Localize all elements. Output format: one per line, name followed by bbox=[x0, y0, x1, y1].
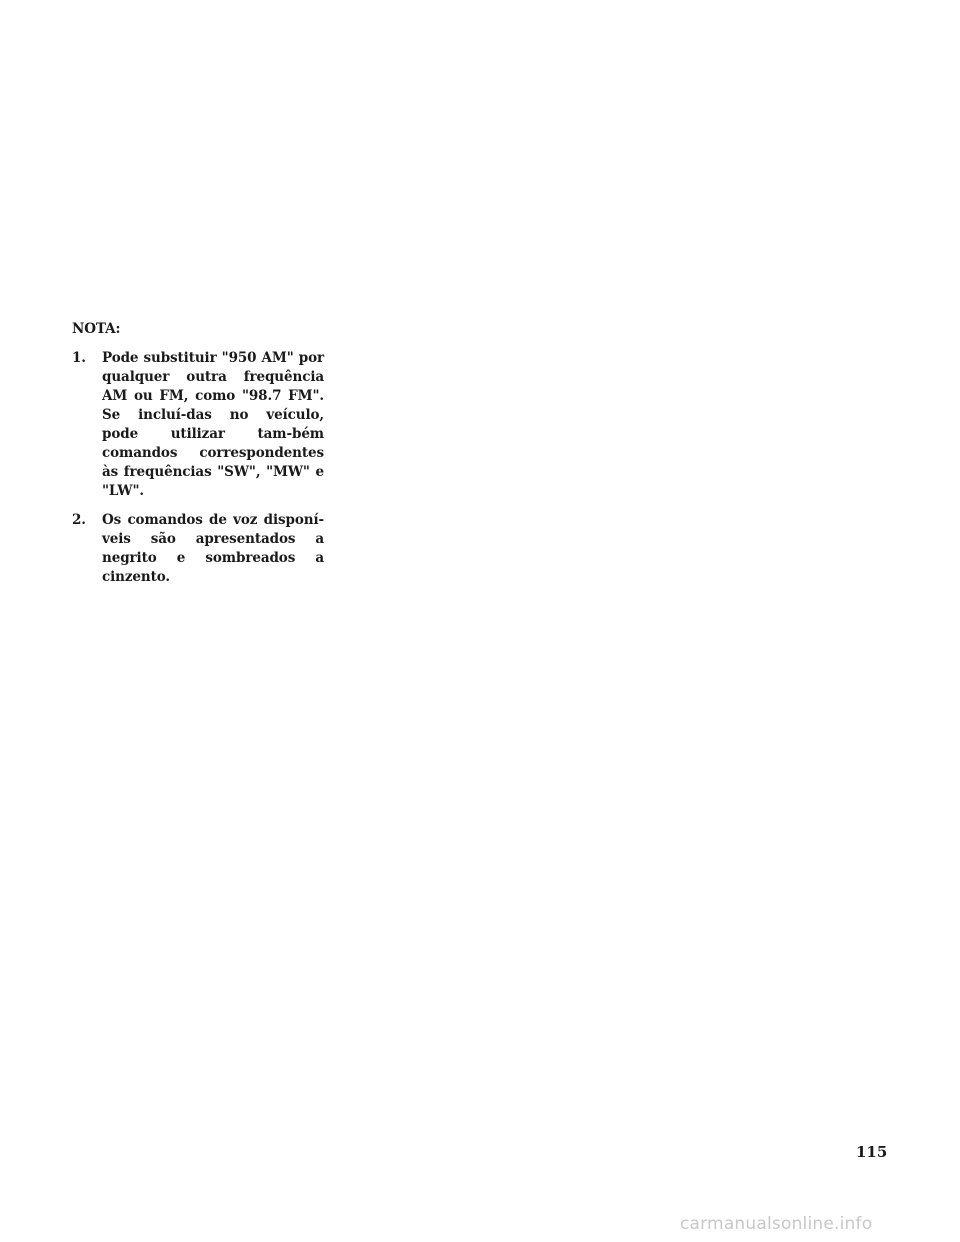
note-list bbox=[72, 349, 324, 587]
note-item-number: 2. bbox=[72, 512, 86, 528]
note-item-text: Os comandos de voz disponí-veis são apresentados a negrito e sombreados a cinzento. bbox=[102, 512, 324, 585]
note-item-text: Pode substituir "950 AM" por qualquer outra frequência AM ou FM, como "98.7 FM". Se incluí-das no veículo, pode utilizar tam-bém comandos correspondentes às frequências "SW", "MW" e "LW". bbox=[102, 350, 324, 499]
note-block bbox=[72, 320, 324, 597]
page-number: 115 bbox=[856, 1143, 888, 1161]
note-item-1 bbox=[72, 349, 324, 501]
note-item-number: 1. bbox=[72, 350, 86, 366]
note-item-2 bbox=[72, 511, 324, 587]
note-heading: NOTA: bbox=[72, 321, 121, 337]
watermark: carmanualsonline.info bbox=[680, 1214, 873, 1234]
